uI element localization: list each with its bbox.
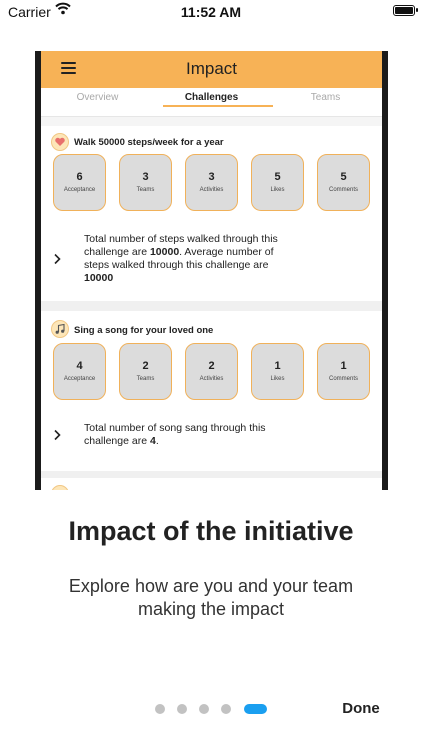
app-bar-title: Impact [185,59,238,78]
stat-activities[interactable] [185,154,238,211]
stat-comments[interactable] [317,154,370,211]
challenge-title: Walk 50000 steps/week for a year [74,137,224,148]
active-tab-indicator [163,105,273,107]
app-screen [41,51,382,490]
stat-value: 2 [142,360,149,372]
challenge-card[interactable] [41,311,382,471]
chevron-right-icon[interactable] [52,253,62,265]
tab-overview[interactable]: Overview [76,92,119,103]
section-divider [41,471,382,478]
stat-value: 4 [76,360,83,372]
app-bar [41,51,382,88]
section-divider [41,301,382,311]
heart-icon [51,133,69,151]
stat-label: Likes [270,187,285,193]
stat-value: 1 [340,360,347,372]
done-button[interactable]: Done [342,700,380,717]
summary-line: Total number of steps walked through this [84,233,278,245]
challenge-title: Sing a song for your loved one [74,325,214,336]
stat-label: Likes [270,376,285,382]
tab-bar [41,88,382,117]
page-indicator-dot-2[interactable] [177,704,187,714]
carrier-label: Carrier [8,4,51,20]
stat-value: 5 [274,171,281,183]
summary-line: steps walked through this challenge are [84,259,269,271]
page-indicator-dot-4[interactable] [221,704,231,714]
stat-value: 6 [76,171,83,183]
summary-line [84,435,334,448]
page-indicator-dot-3[interactable] [199,704,209,714]
summary-total-value: 10000 [149,246,180,258]
stat-acceptance[interactable] [53,154,106,211]
stat-teams[interactable] [119,343,172,400]
challenge-summary [84,422,334,448]
stat-likes[interactable] [251,343,304,400]
music-note-icon [51,320,69,338]
onboarding-title: Impact of the initiative [68,516,354,546]
summary-total-value: 4 [149,435,156,447]
battery-icon [393,5,415,16]
stat-value: 3 [208,171,215,183]
stat-label: Acceptance [63,187,96,193]
summary-text: challenge are [84,435,150,447]
summary-text: . [155,435,159,447]
stat-acceptance[interactable] [53,343,106,400]
onboarding-description: Explore how are you and your team making the impact [68,576,354,619]
stat-label: Activities [199,187,224,193]
stat-label: Activities [199,376,224,382]
stat-label: Acceptance [63,376,96,382]
page-indicator-dot-1[interactable] [155,704,165,714]
app-preview [35,51,388,490]
stat-label: Teams [136,376,155,382]
stat-value: 3 [142,171,149,183]
stat-teams[interactable] [119,154,172,211]
stat-label: Teams [136,187,155,193]
stat-activities[interactable] [185,343,238,400]
challenge-icon [51,485,69,490]
tab-challenges[interactable]: Challenges [184,92,239,103]
challenge-card[interactable] [41,126,382,301]
stat-comments[interactable] [317,343,370,400]
summary-line [84,246,334,259]
status-time: 11:52 AM [180,4,242,20]
status-bar [0,0,422,24]
stat-label: Comments [328,187,358,193]
stat-likes[interactable] [251,154,304,211]
summary-average-value: 10000 [84,272,114,284]
summary-line: Total number of song sang through this [84,422,266,434]
stat-value: 5 [340,171,347,183]
chevron-right-icon[interactable] [52,429,62,441]
summary-text: challenge are [84,246,150,258]
tab-teams[interactable]: Teams [310,92,341,103]
challenge-summary [84,233,334,285]
summary-text: . Average number of [179,246,274,258]
summary-line [84,272,334,285]
page-indicator-dot-5-active[interactable] [244,704,267,714]
stat-label: Comments [328,376,358,382]
stat-value: 2 [208,360,215,372]
stat-value: 1 [274,360,281,372]
challenge-card-partial [41,478,382,490]
